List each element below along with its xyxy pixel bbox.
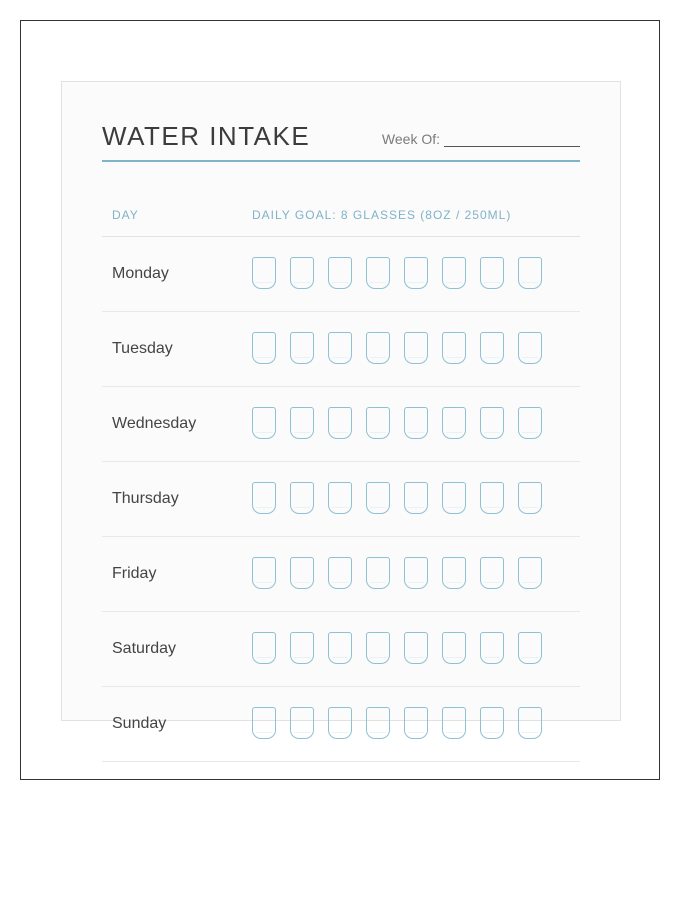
glass-icon[interactable] <box>290 257 314 289</box>
glass-icon[interactable] <box>480 257 504 289</box>
glass-icon[interactable] <box>480 707 504 739</box>
glass-icon[interactable] <box>290 482 314 514</box>
day-row-wednesday <box>102 387 580 462</box>
glass-icon[interactable] <box>518 332 542 364</box>
glass-icon[interactable] <box>518 482 542 514</box>
glass-icon[interactable] <box>442 407 466 439</box>
glass-checkboxes <box>252 632 556 664</box>
glass-icon[interactable] <box>442 257 466 289</box>
glass-icon[interactable] <box>366 632 390 664</box>
glass-icon[interactable] <box>252 482 276 514</box>
glass-checkboxes <box>252 482 556 514</box>
day-label: Saturday <box>112 640 177 657</box>
header <box>102 120 580 162</box>
glass-icon[interactable] <box>252 557 276 589</box>
glass-checkboxes <box>252 257 556 289</box>
week-of-input-line[interactable] <box>444 130 580 147</box>
glass-icon[interactable] <box>328 632 352 664</box>
glass-checkboxes <box>252 707 556 739</box>
week-of-label: Week Of: <box>381 131 440 147</box>
glass-icon[interactable] <box>404 557 428 589</box>
day-label: Friday <box>112 565 157 582</box>
day-row-monday <box>102 237 580 312</box>
glass-icon[interactable] <box>442 332 466 364</box>
glass-icon[interactable] <box>252 632 276 664</box>
glass-icon[interactable] <box>442 707 466 739</box>
glass-icon[interactable] <box>404 332 428 364</box>
day-label: Sunday <box>112 715 167 732</box>
glass-icon[interactable] <box>290 707 314 739</box>
glass-checkboxes <box>252 407 556 439</box>
glass-icon[interactable] <box>366 707 390 739</box>
glass-icon[interactable] <box>518 257 542 289</box>
glass-icon[interactable] <box>328 557 352 589</box>
glass-icon[interactable] <box>328 407 352 439</box>
glass-icon[interactable] <box>328 482 352 514</box>
glass-icon[interactable] <box>442 482 466 514</box>
glass-icon[interactable] <box>404 482 428 514</box>
glass-icon[interactable] <box>252 332 276 364</box>
glass-icon[interactable] <box>404 407 428 439</box>
glass-icon[interactable] <box>442 557 466 589</box>
day-row-saturday <box>102 612 580 687</box>
glass-icon[interactable] <box>252 407 276 439</box>
glass-icon[interactable] <box>518 707 542 739</box>
glass-icon[interactable] <box>518 632 542 664</box>
glass-icon[interactable] <box>480 482 504 514</box>
glass-icon[interactable] <box>404 707 428 739</box>
glass-icon[interactable] <box>366 407 390 439</box>
glass-icon[interactable] <box>442 632 466 664</box>
glass-icon[interactable] <box>518 557 542 589</box>
week-of-field <box>382 130 580 147</box>
glass-icon[interactable] <box>328 332 352 364</box>
day-rows <box>102 237 580 762</box>
glass-icon[interactable] <box>480 407 504 439</box>
glass-icon[interactable] <box>290 407 314 439</box>
glass-icon[interactable] <box>252 257 276 289</box>
glass-icon[interactable] <box>366 332 390 364</box>
glass-icon[interactable] <box>290 557 314 589</box>
glass-icon[interactable] <box>480 632 504 664</box>
glass-icon[interactable] <box>404 632 428 664</box>
glass-checkboxes <box>252 332 556 364</box>
day-row-sunday <box>102 687 580 762</box>
glass-icon[interactable] <box>328 257 352 289</box>
day-label: Monday <box>112 265 169 282</box>
goal-column-header: DAILY GOAL: 8 GLASSES (8OZ / 250ML) <box>252 208 512 222</box>
glass-icon[interactable] <box>252 707 276 739</box>
glass-checkboxes <box>252 557 556 589</box>
glass-icon[interactable] <box>366 557 390 589</box>
page-title: WATER INTAKE <box>102 121 311 151</box>
day-row-tuesday <box>102 312 580 387</box>
glass-icon[interactable] <box>290 632 314 664</box>
tracker-content <box>102 120 580 762</box>
glass-icon[interactable] <box>290 332 314 364</box>
day-label: Tuesday <box>112 340 173 357</box>
glass-icon[interactable] <box>404 257 428 289</box>
glass-icon[interactable] <box>518 407 542 439</box>
day-column-header: DAY <box>112 208 139 222</box>
day-label: Thursday <box>112 490 179 507</box>
day-row-thursday <box>102 462 580 537</box>
glass-icon[interactable] <box>366 257 390 289</box>
glass-icon[interactable] <box>480 332 504 364</box>
glass-icon[interactable] <box>366 482 390 514</box>
column-header-row <box>102 162 580 237</box>
day-label: Wednesday <box>112 415 197 432</box>
glass-icon[interactable] <box>480 557 504 589</box>
glass-icon[interactable] <box>328 707 352 739</box>
day-row-friday <box>102 537 580 612</box>
